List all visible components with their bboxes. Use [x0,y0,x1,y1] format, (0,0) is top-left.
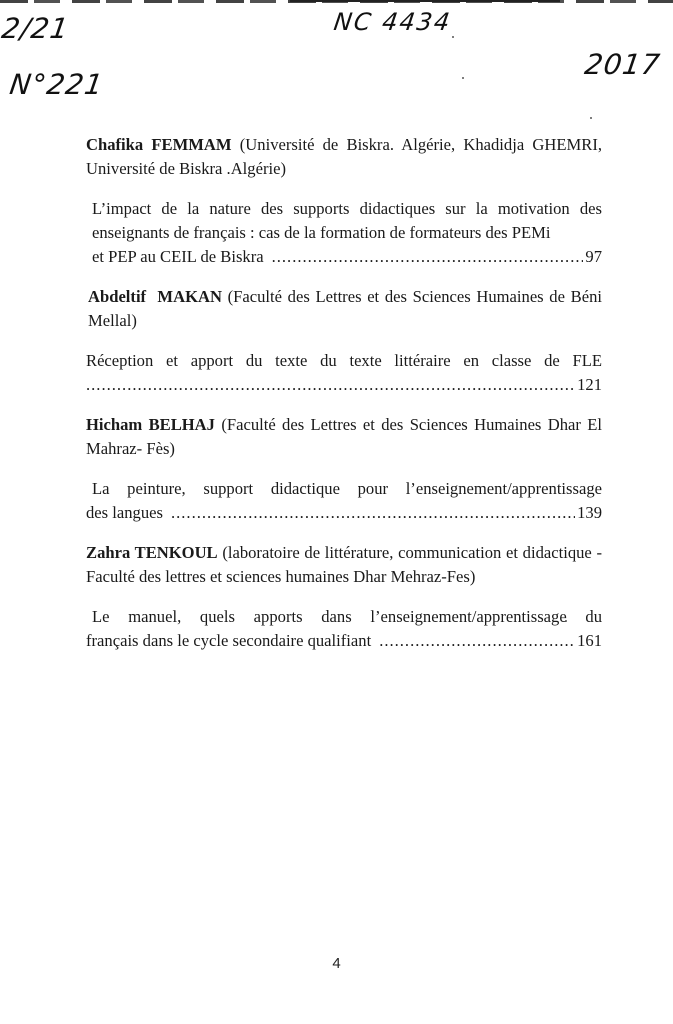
scan-speck [590,117,592,119]
author-name: Chafika FEMMAM [86,135,232,154]
author-name: Hicham BELHAJ [86,415,215,434]
article-title [86,349,602,373]
scan-edge-artifact [290,0,560,2]
article-title-text: L’impact de la nature des supports didactiques sur la motivation des enseignants de français : cas de la formation de formateurs des PEMi [92,199,602,242]
scan-speck [452,36,454,38]
article-title [86,605,602,629]
dot-leader [379,629,575,653]
toc-entry [86,133,602,269]
article-title-text: Réception et apport du texte du texte littéraire en classe de FLE [86,351,602,370]
toc-leader-line [86,501,602,525]
article-title-text: La peinture, support didactique pour l’enseignement/apprentissage [92,479,602,498]
toc-leader-line [92,245,602,269]
author-affiliation: (Université de Biskra. Algérie, Khadidja GHEMRI, Université de Biskra .Algérie) [86,135,602,178]
page-reference[interactable]: 121 [577,375,602,394]
author-affiliation: (laboratoire de littérature, communication et didactique - Faculté des lettres et sciences humaines Dhar Mehraz-Fes) [86,543,602,586]
article-title [86,477,602,501]
article-title [86,197,602,269]
page-number: 4 [332,955,341,972]
article-title-text: Le manuel, quels apports dans l’enseignement/apprentissage du [92,607,602,626]
handwritten-year: 2017 [582,48,663,81]
dot-leader [272,245,584,269]
dot-leader [171,501,575,525]
page-reference[interactable]: 139 [577,503,602,522]
scan-speck [462,77,464,79]
handwritten-fraction: 2/21 [0,12,72,45]
handwritten-issue-number: N°221 [7,68,106,101]
entry-author-line [86,133,602,181]
author-name: Abdeltif MAKAN [88,287,222,306]
author-affiliation: (Faculté des Lettres et des Sciences Humaines Dhar El Mahraz- Fès) [86,415,602,458]
article-title-continuation: français dans le cycle secondaire qualifiant [86,631,372,650]
page-reference[interactable]: 97 [585,247,602,266]
entry-author-line [86,413,602,461]
author-affiliation: (Faculté des Lettres et des Sciences Humaines de Béni Mellal) [88,287,602,330]
toc-entry [86,413,602,525]
entry-author-line [86,541,602,589]
page-reference[interactable]: 161 [577,631,602,650]
toc-leader-line [86,629,602,653]
toc-entry [86,541,602,653]
author-name: Zahra TENKOUL [86,543,218,562]
toc-leader-line [86,373,602,397]
entry-author-line [86,285,602,333]
handwritten-reference-code: NC 4434 [332,8,454,36]
toc-entry [86,285,602,397]
article-title-continuation: des langues [86,503,163,522]
table-of-contents [86,133,602,653]
dot-leader [86,373,575,397]
article-title-continuation: et PEP au CEIL de Biskra [92,247,264,266]
